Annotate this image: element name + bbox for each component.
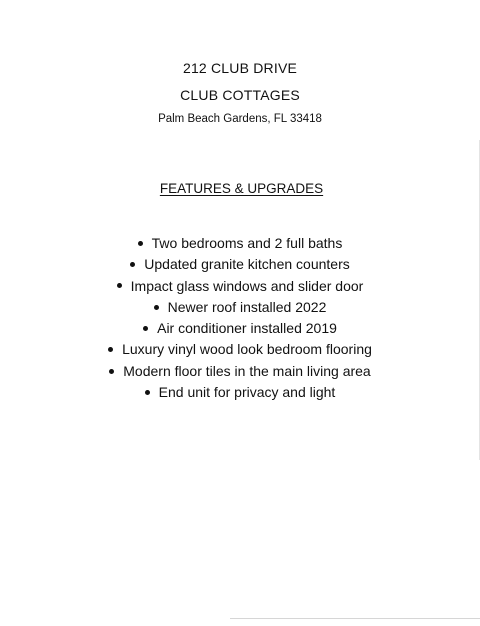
- feature-text: Modern floor tiles in the main living area: [123, 362, 371, 379]
- feature-text: Luxury vinyl wood look bedroom flooring: [122, 341, 372, 358]
- feature-item: [0, 233, 480, 254]
- community-name: CLUB COTTAGES: [180, 87, 300, 103]
- bullet-icon: [108, 347, 113, 352]
- feature-item: [0, 297, 480, 318]
- feature-text: Newer roof installed 2022: [167, 298, 327, 315]
- bullet-icon: [130, 262, 135, 267]
- bullet-icon: [145, 390, 150, 395]
- feature-text: Two bedrooms and 2 full baths: [151, 235, 343, 251]
- feature-text: Impact glass windows and slider door: [130, 277, 364, 294]
- feature-item: [0, 361, 480, 382]
- scan-bottom-line: [230, 618, 480, 619]
- bullet-icon: [143, 326, 148, 331]
- property-address: 212 CLUB DRIVE: [182, 60, 298, 76]
- feature-item: [0, 339, 480, 360]
- bullet-icon: [117, 283, 122, 288]
- bullet-icon: [109, 369, 114, 374]
- bullet-icon: [138, 241, 143, 246]
- bullet-icon: [154, 305, 159, 310]
- feature-text: Air conditioner installed 2019: [157, 320, 337, 337]
- city-state-zip: Palm Beach Gardens, FL 33418: [158, 113, 322, 125]
- feature-item: [0, 276, 480, 297]
- features-list: [0, 233, 480, 403]
- feature-item: [0, 382, 480, 403]
- feature-text: End unit for privacy and light: [158, 384, 336, 401]
- feature-item: [0, 318, 480, 339]
- feature-text: Updated granite kitchen counters: [144, 256, 350, 273]
- feature-item: [0, 254, 480, 275]
- features-heading: FEATURES & UPGRADES: [159, 181, 324, 196]
